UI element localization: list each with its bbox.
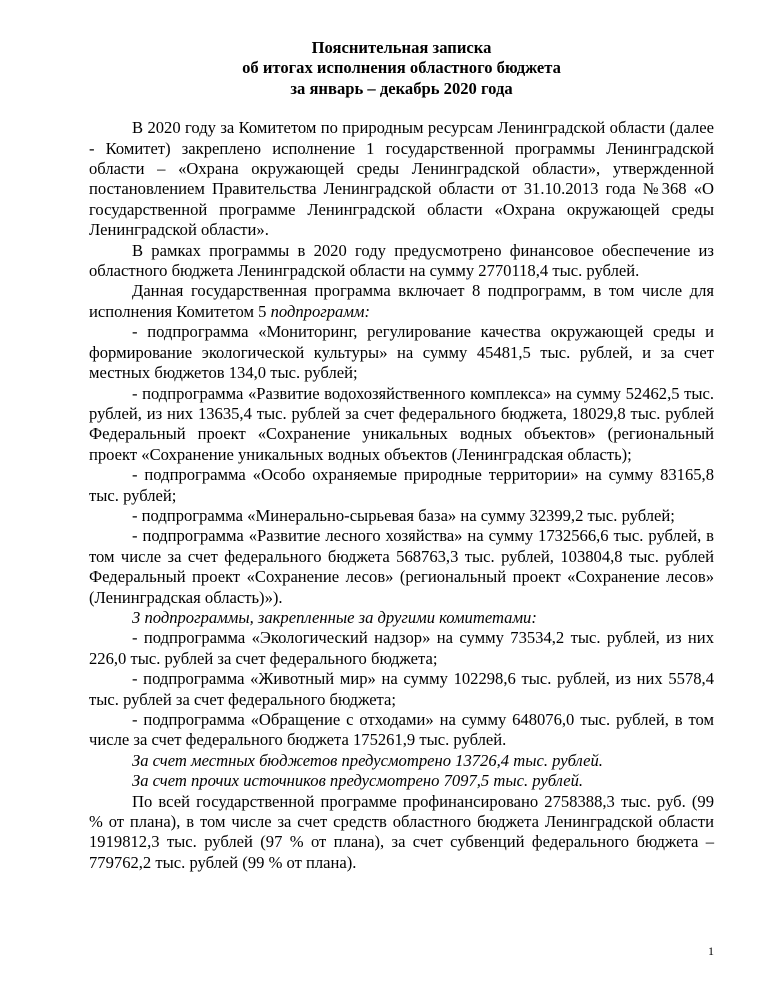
paragraph-subprogram-waste: - подпрограмма «Обращение с отходами» на сумму 648076,0 тыс. рублей, в том числе за счет федерального бюджета 175261,9 тыс. рублей. (89, 710, 714, 750)
paragraph-subprogram-supervision: - подпрограмма «Экологический надзор» на сумму 73534,2 тыс. рублей, из них 226,0 тыс. рублей за счет федерального бюджета; (89, 628, 714, 668)
document-page (89, 38, 714, 873)
paragraph-total-financing: По всей государственной программе профинансировано 2758388,3 тыс. руб. (99 % от плана), в том числе за счет средств областного бюджета Ленинградской области 1919812,3 тыс. рублей (97 % от плана), за счет субвенций федерального бюджета –779762,2 тыс. рублей (99 % от плана). (89, 791, 714, 872)
title-line-1: Пояснительная записка (311, 38, 492, 57)
page-number: 1 (708, 944, 714, 958)
paragraph-local-budgets: За счет местных бюджетов предусмотрено 13726,4 тыс. рублей. (132, 750, 603, 770)
document-title (89, 38, 714, 99)
paragraph-financing: В рамках программы в 2020 году предусмотрено финансовое обеспечение из областного бюджета Ленинградской области на сумму 2770118,4 тыс. рублей. (89, 240, 714, 281)
paragraph-other-committees: 3 подпрограммы, закрепленные за другими комитетами: (132, 607, 537, 627)
paragraph-subprogram-forestry: - подпрограмма «Развитие лесного хозяйства» на сумму 1732566,6 тыс. рублей, в том числе за счет федерального бюджета 568763,3 тыс. рублей, 103804,8 тыс. рублей Федеральный проект «Сохранение лесов» (региональный проект «Сохранение лесов» (Ленинградская область)»). (89, 526, 714, 607)
paragraph-program-assignment: В 2020 году за Комитетом по природным ресурсам Ленинградской области (далее - Комитет) закреплено исполнение 1 государственной программы Ленинградской области – «Охрана окружающей среды Ленинградской области», утвержденной постановлением Правительства Ленинградской области от 31.10.2013 года №368 «О государственной программе Ленинградской области «Охрана окружающей среды Ленинградской области». (89, 118, 714, 240)
paragraph-subprogram-water: - подпрограмма «Развитие водохозяйственного комплекса» на сумму 52462,5 тыс. рублей, из них 13635,4 тыс. рублей за счет федерального бюджета, 18029,8 тыс. рублей Федеральный проект «Сохранение уникальных водных объектов» (региональный проект «Сохранение уникальных водных объектов (Ленинградская область); (89, 383, 714, 464)
paragraph-subprogram-monitoring: - подпрограмма «Мониторинг, регулирование качества окружающей среды и формирование экологической культуры» на сумму 45481,5 тыс. рублей, и за счет местных бюджетов 134,0 тыс. рублей; (89, 322, 714, 383)
paragraph-subprogram-protected-areas: - подпрограмма «Особо охраняемые природные территории» на сумму 83165,8 тыс. рублей; (89, 465, 714, 505)
paragraph-subprograms-intro (89, 281, 714, 322)
paragraph-subprogram-minerals: - подпрограмма «Минерально-сырьевая база» на сумму 32399,2 тыс. рублей; (132, 505, 675, 525)
title-line-3: за январь – декабрь 2020 года (290, 78, 513, 98)
paragraph-other-sources: За счет прочих источников предусмотрено 7097,5 тыс. рублей. (132, 771, 584, 791)
paragraph-subprogram-wildlife: - подпрограмма «Животный мир» на сумму 102298,6 тыс. рублей, из них 5578,4 тыс. рублей за счет федерального бюджета; (89, 669, 714, 709)
subprograms-intro-italic: подпрограмм: (270, 301, 371, 321)
title-line-2: об итогах исполнения областного бюджета (242, 58, 561, 78)
subprograms-intro-text: Данная государственная программа включает 8 подпрограмм, в том числе для исполнения Комитетом 5 (89, 281, 714, 321)
